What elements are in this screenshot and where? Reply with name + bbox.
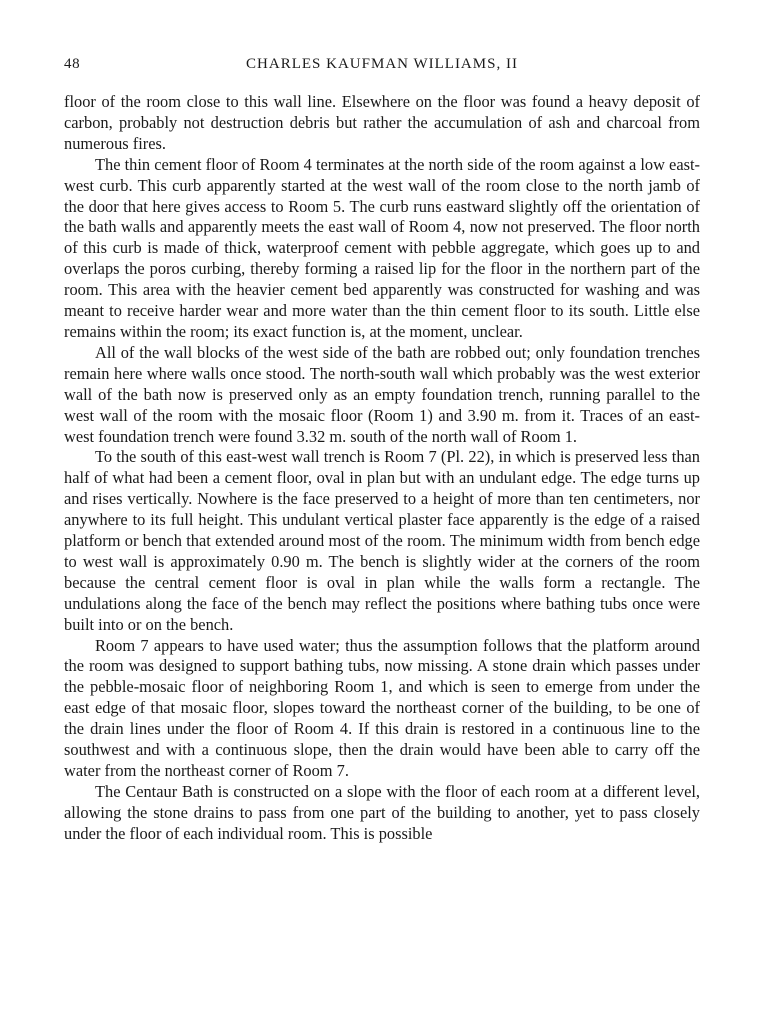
page-number: 48 [64,56,81,72]
paragraph: The thin cement floor of Room 4 terminates at the north side of the room against a low east-west curb. This curb apparently started at the west wall of the room close to the north jamb of the door that here gives access to Room 5. The curb runs eastward slightly off the orientation of the bath walls and apparently meets the east wall of Room 4, now not preserved. The floor north of this curb is made of thick, waterproof cement with pebble aggregate, which goes up to and overlaps the poros curbing, thereby forming a raised lip for the floor in the northern part of the room. This area with the heavier cement bed apparently was constructed for washing and was meant to receive harder wear and more water than the thin cement floor to its south. Little else remains within the room; its exact function is, at the moment, unclear. [64,154,700,341]
paragraph: The Centaur Bath is constructed on a slope with the floor of each room at a different level, allowing the stone drains to pass from one part of the building to another, yet to pass closely under the floor of each individual room. This is possible [64,781,700,843]
paragraph: To the south of this east-west wall trench is Room 7 (Pl. 22), in which is preserved less than half of what had been a cement floor, oval in plan but with an undulant edge. The edge turns up and rises vertically. Nowhere is the face preserved to a height of more than ten centimeters, nor anywhere to its full height. This undulant vertical plaster face apparently is the edge of a raised platform or bench that extended around most of the room. The minimum width from bench edge to west wall is approximately 0.90 m. The bench is slightly wider at the corners of the room because the central cement floor is oval in plan while the walls form a rectangle. The undulations along the face of the bench may reflect the positions where bathing tubs once were built into or on the bench. [64,447,700,634]
running-header [64,56,700,80]
document-page [64,56,700,845]
running-title: CHARLES KAUFMAN WILLIAMS, II [246,56,518,72]
paragraph: Room 7 appears to have used water; thus the assumption follows that the platform around the room was designed to support bathing tubs, now missing. A stone drain which passes under the pebble-mosaic floor of neighboring Room 1, and which is seen to emerge from under the east edge of that mosaic floor, slopes toward the northeast corner of the building, to be one of the drain lines under the floor of Room 4. If this drain is restored in a continuous line to the southwest and with a continuous slope, then the drain would have been able to carry off the water from the northeast corner of Room 7. [64,635,700,780]
paragraph: floor of the room close to this wall line. Elsewhere on the floor was found a heavy deposit of carbon, probably not destruction debris but rather the accumulation of ash and charcoal from numerous fires. [64,92,700,153]
paragraph: All of the wall blocks of the west side of the bath are robbed out; only foundation trenches remain here where walls once stood. The north-south wall which probably was the west exterior wall of the bath now is preserved only as an empty foundation trench, running parallel to the west wall of the room with the mosaic floor (Room 1) and 3.90 m. from it. Traces of an east-west foundation trench were found 3.32 m. south of the north wall of Room 1. [64,342,700,446]
body-text [64,92,700,845]
